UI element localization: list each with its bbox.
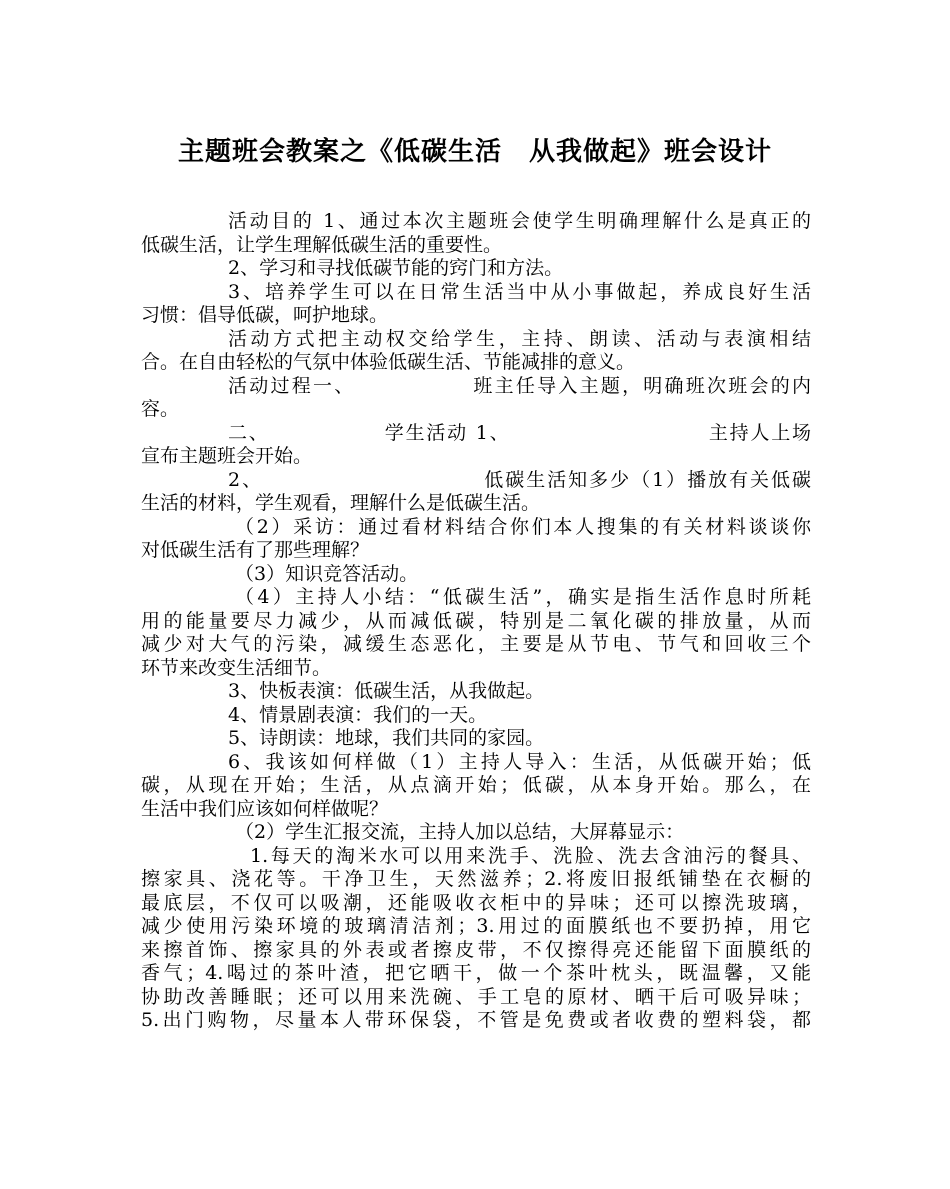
paragraph-line: 3、培养学生可以在日常生活当中从小事做起，养成良好生活 [228, 280, 811, 303]
paragraph-line: 5、诗朗读：地球，我们共同的家园。 [228, 727, 545, 749]
paragraph-line: 低碳生活，让学生理解低碳生活的重要性。 [141, 233, 503, 256]
paragraph-line: 香气；4.喝过的茶叶渣，把它晒干，做一个茶叶枕头，既温馨，又能 [141, 962, 811, 984]
paragraph-line: 环节来改变生活细节。 [141, 656, 332, 679]
paragraph-line: （2）采访：通过看材料结合你们本人搜集的有关材料谈谈你 [235, 515, 811, 538]
document-body [141, 210, 811, 1033]
document-title: 主题班会教案之《低碳生活 从我做起》班会设计 [177, 137, 772, 167]
paragraph-line: 来擦首饰、擦家具的外表或者擦皮带，不仅擦得亮还能留下面膜纸的 [141, 938, 811, 961]
paragraph-line: 容。 [141, 398, 180, 420]
paragraph-line: 协助改善睡眠；还可以用来洗碗、手工皂的原材、晒干后可吸异味； [141, 985, 811, 1008]
paragraph-line: 擦家具、浇花等。干净卫生，天然滋养；2.将废旧报纸铺垫在衣橱的 [141, 868, 811, 890]
paragraph-line: 活动方式把主动权交给学生，主持、朗读、活动与表演相结 [228, 327, 811, 350]
paragraph-line: 2、 低碳生活知多少（1）播放有关低碳 [228, 468, 811, 491]
paragraph-line: 减少对大气的污染，减缓生态恶化，主要是从节电、节气和回收三个 [141, 633, 811, 655]
paragraph-line: 宣布主题班会开始。 [141, 445, 313, 467]
paragraph-line: 碳，从现在开始；生活，从点滴开始；低碳，从本身开始。那么，在 [141, 774, 811, 796]
paragraph-line: 合。在自由轻松的气氛中体验低碳生活、节能减排的意义。 [141, 351, 636, 373]
paragraph-line: 用的能量要尽力减少，从而减低碳，特别是二氧化碳的排放量，从而 [141, 609, 811, 632]
paragraph-line: 4、情景剧表演：我们的一天。 [228, 703, 488, 726]
paragraph-line: 生活的材料，学生观看，理解什么是低碳生活。 [141, 492, 541, 514]
paragraph-line: 5.出门购物，尽量本人带环保袋，不管是免费或者收费的塑料袋，都 [141, 1009, 811, 1031]
paragraph-line: 活动目的 1、通过本次主题班会使学生明确理解什么是真正的 [228, 210, 811, 232]
paragraph-line: （3）知识竞答活动。 [235, 562, 419, 585]
paragraph-line: （4）主持人小结：“低碳生活”，确实是指生活作息时所耗 [235, 586, 811, 608]
paragraph-line: 对低碳生活有了那些理解？ [141, 539, 370, 561]
paragraph-line: 最底层，不仅可以吸潮，还能吸收衣柜中的异味；还可以擦洗玻璃， [141, 891, 811, 914]
paragraph-line: 3、快板表演：低碳生活，从我做起。 [228, 680, 545, 702]
paragraph-line: 二、 学生活动 1、 主持人上场 [228, 421, 811, 444]
paragraph-line: 活动过程一、 班主任导入主题，明确班次班会的内 [228, 374, 811, 397]
paragraph-line: 生活中我们应该如何样做呢？ [141, 797, 389, 820]
paragraph-line: 减少使用污染环境的玻璃清洁剂；3.用过的面膜纸也不要扔掉，用它 [141, 915, 811, 937]
paragraph-line: 习惯：倡导低碳，呵护地球。 [141, 304, 389, 326]
paragraph-line: 2、学习和寻找低碳节能的窍门和方法。 [228, 257, 564, 279]
paragraph-line: （2）学生汇报交流，主持人加以总结，大屏幕显示： [235, 821, 685, 843]
paragraph-line: 1.每天的淘米水可以用来洗手、洗脸、洗去含油污的餐具、 [250, 844, 811, 867]
paragraph-line: 6、我该如何样做（1）主持人导入：生活，从低碳开始；低 [228, 750, 811, 773]
